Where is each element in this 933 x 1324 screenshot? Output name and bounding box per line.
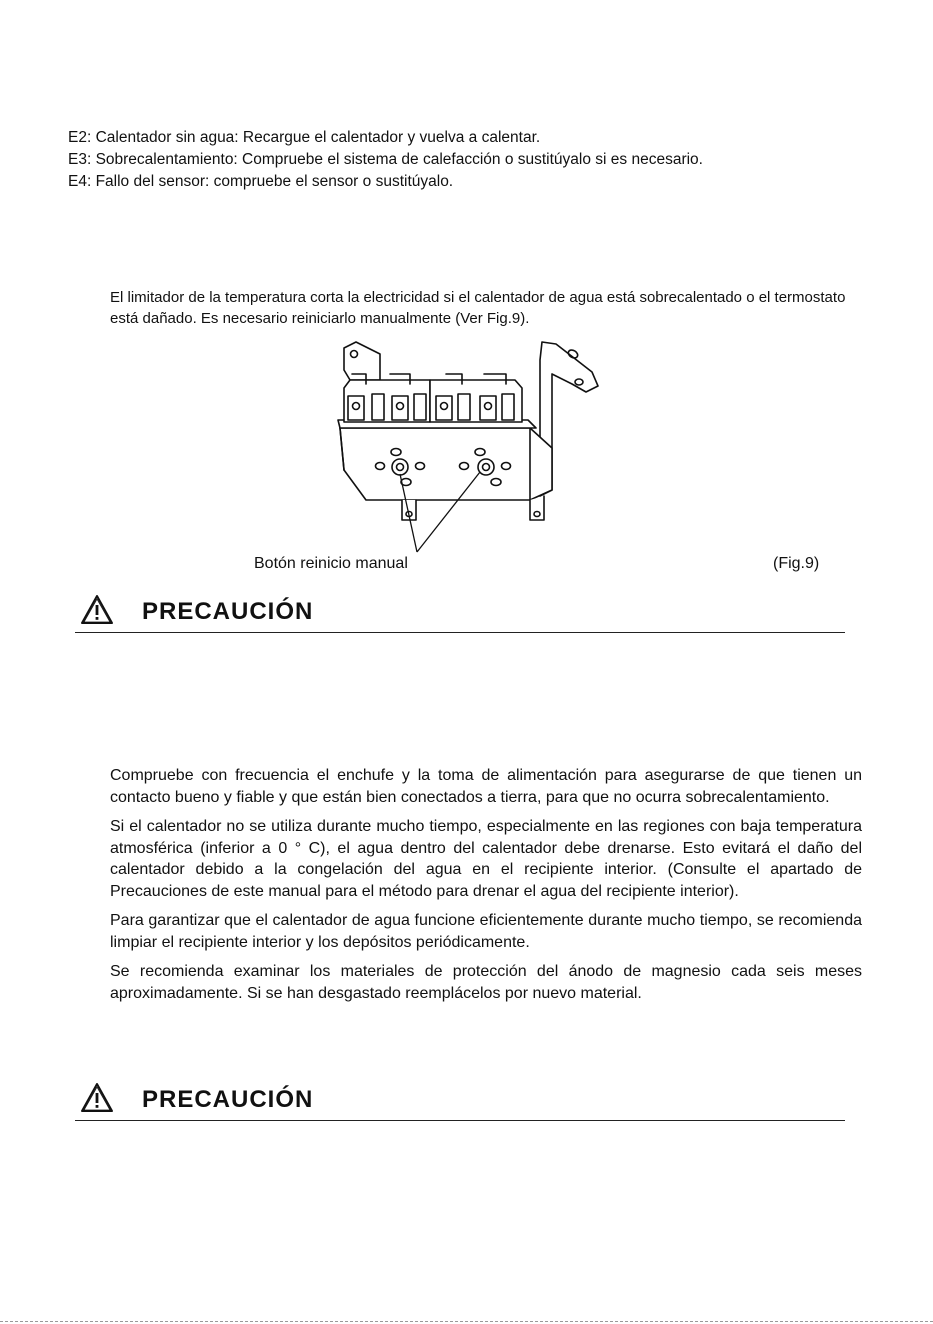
maintenance-paragraph: Para garantizar que el calentador de agua funcione eficientemente durante mucho tiempo, se recomienda limpiar el recipiente interior y los depósitos periódicamente. <box>110 912 862 951</box>
reset-button-callout-lines <box>330 470 610 560</box>
caution-divider <box>75 632 845 633</box>
limiter-paragraph: El limitador de la temperatura corta la electricidad si el calentador de agua está sobrecalentado o el termostato está dañado. Es necesario reiniciarlo manualmente (Ver Fig.9). <box>110 289 846 327</box>
maintenance-paragraph: Compruebe con frecuencia el enchufe y la toma de alimentación para asegurarse de que tienen un contacto bueno y fiable y que están bien conectados a tierra, para que no ocurra sobrecalentamiento. <box>110 767 862 806</box>
figure-caption: Botón reinicio manual <box>254 555 408 572</box>
maintenance-paragraph: Si el calentador no se utiliza durante mucho tiempo, especialmente en las regiones con baja temperatura atmosférica (inferior a 0 ° C), el agua dentro del calentador debe drenarse. Esto evitará el daño del calentador debido a la congelación del agua en el recipiente interior. (Consulte el apartado de Precauciones de este manual para el método para drenar el agua del recipiente interior). <box>110 818 862 900</box>
maintenance-paragraph: Se recomienda examinar los materiales de protección del ánodo de magnesio cada seis meses aproximadamente. Si se han desgastado reemplácelos por nuevo material. <box>110 963 862 1002</box>
warning-triangle-icon <box>80 1082 114 1114</box>
error-code-e2: E2: Calentador sin agua: Recargue el calentador y vuelva a calentar. <box>68 129 541 146</box>
maintenance-text <box>110 765 862 1012</box>
figure-label: (Fig.9) <box>773 555 820 572</box>
caution-heading: PRECAUCIÓN <box>142 1086 314 1113</box>
error-code-e4: E4: Fallo del sensor: compruebe el sensor o sustitúyalo. <box>68 173 454 190</box>
caution-divider <box>75 1120 845 1121</box>
warning-triangle-icon <box>80 594 114 626</box>
page-bottom-edge <box>0 1321 933 1322</box>
error-code-e3: E3: Sobrecalentamiento: Compruebe el sistema de calefacción o sustitúyalo si es necesario. <box>68 151 703 168</box>
caution-heading: PRECAUCIÓN <box>142 598 314 625</box>
error-code-list <box>68 127 703 193</box>
